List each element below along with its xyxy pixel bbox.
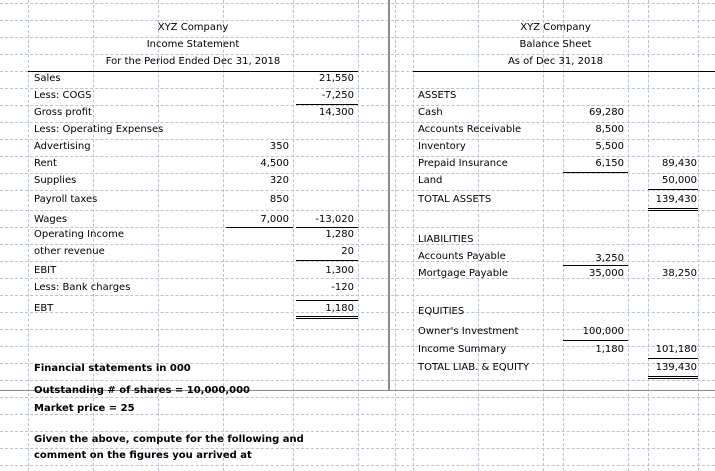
cogs-total: -7,250 — [321, 90, 354, 101]
ebt-total: 1,180 — [325, 303, 354, 314]
balance-sheet-date: As of Dec 31, 2018 — [507, 56, 604, 67]
opex-total: -13,020 — [315, 214, 354, 225]
instruction-line-1: Given the above, compute for the following and — [34, 434, 304, 445]
total-assets-double-underline — [648, 208, 698, 209]
sales-label: Sales — [34, 73, 61, 84]
inventory-value: 5,500 — [595, 141, 624, 152]
instruction-line-2: comment on the figures you arrived at — [34, 450, 252, 461]
bank-charges-label: Less: Bank charges — [34, 282, 131, 293]
rent-amount: 4,500 — [260, 158, 289, 169]
land-total: 50,000 — [662, 175, 697, 186]
liabilities-total: 38,250 — [662, 268, 697, 279]
outstanding-shares-note: Outstanding # of shares = 10,000,000 — [34, 385, 250, 396]
income-statement-period: For the Period Ended Dec 31, 2018 — [105, 56, 281, 67]
total-assets-value: 139,430 — [655, 194, 697, 205]
gridline — [358, 0, 359, 471]
wages-amount: 7,000 — [260, 214, 289, 225]
ebt-double-underline — [296, 318, 358, 319]
total-liab-equity-double-underline — [648, 378, 698, 379]
advertising-label: Advertising — [34, 141, 91, 152]
bank-charges-total: -120 — [331, 282, 354, 293]
owners-investment-label: Owner's Investment — [418, 326, 519, 337]
header-underline — [413, 71, 715, 72]
wages-label: Wages — [34, 214, 68, 225]
total-liab-equity-value: 139,430 — [655, 362, 697, 373]
equity-underline — [648, 358, 698, 359]
owners-investment-value: 100,000 — [582, 326, 624, 337]
balance-sheet-company: XYZ Company — [520, 22, 591, 33]
accounts-payable-value: 3,250 — [595, 253, 624, 264]
cogs-label: Less: COGS — [34, 90, 92, 101]
assets-header: ASSETS — [418, 90, 457, 101]
bank-charges-underline — [296, 300, 358, 301]
cogs-underline — [296, 104, 358, 105]
income-summary-value: 1,180 — [595, 344, 624, 355]
accounts-receivable-label: Accounts Receivable — [418, 124, 522, 135]
total-liab-equity-double-underline — [648, 376, 698, 377]
gross-profit-total: 14,300 — [319, 107, 354, 118]
gross-profit-label: Gross profit — [34, 107, 92, 118]
payroll-taxes-amount: 850 — [269, 194, 289, 205]
advertising-amount: 350 — [269, 141, 289, 152]
opex-header-label: Less: Operating Expenses — [34, 124, 164, 135]
operating-income-label: Operating Income — [34, 229, 124, 240]
prepaid-insurance-label: Prepaid Insurance — [418, 158, 508, 169]
total-assets-double-underline — [648, 210, 698, 211]
operating-income-total: 1,280 — [325, 229, 354, 240]
liabilities-header: LIABILITIES — [418, 234, 474, 245]
ebt-double-underline — [296, 316, 358, 317]
accounts-payable-label: Accounts Payable — [418, 251, 506, 262]
income-statement-title: Income Statement — [146, 39, 240, 50]
supplies-label: Supplies — [34, 175, 77, 186]
current-assets-underline — [563, 172, 628, 173]
owners-investment-underline — [563, 340, 628, 341]
land-label: Land — [418, 175, 443, 186]
cash-label: Cash — [418, 107, 443, 118]
supplies-amount: 320 — [269, 175, 289, 186]
ebit-total: 1,300 — [325, 265, 354, 276]
other-revenue-total: 20 — [341, 246, 354, 257]
mortgage-payable-label: Mortgage Payable — [418, 268, 508, 279]
inventory-label: Inventory — [418, 141, 466, 152]
gridline — [395, 0, 396, 471]
wages-underline — [226, 227, 293, 228]
ebit-label: EBIT — [34, 265, 57, 276]
balance-sheet-title: Balance Sheet — [519, 39, 592, 50]
accounts-payable-underline — [563, 265, 628, 266]
other-revenue-underline — [296, 260, 358, 261]
payroll-taxes-label: Payroll taxes — [34, 194, 98, 205]
rent-label: Rent — [34, 158, 57, 169]
other-revenue-label: other revenue — [34, 246, 105, 257]
market-price-note: Market price = 25 — [34, 403, 135, 414]
statement-separator — [388, 0, 390, 390]
income-summary-label: Income Summary — [418, 344, 507, 355]
equities-header: EQUITIES — [418, 306, 465, 317]
prepaid-insurance-value: 6,150 — [595, 158, 624, 169]
financial-statements-note: Financial statements in 000 — [34, 363, 191, 374]
accounts-receivable-value: 8,500 — [595, 124, 624, 135]
total-liab-equity-label: TOTAL LIAB. & EQUITY — [418, 362, 530, 373]
land-underline — [648, 189, 698, 190]
mortgage-payable-value: 35,000 — [589, 268, 624, 279]
sales-total: 21,550 — [319, 73, 354, 84]
cash-value: 69,280 — [589, 107, 624, 118]
income-statement-company: XYZ Company — [157, 22, 229, 33]
ebt-label: EBT — [34, 303, 54, 314]
total-assets-label: TOTAL ASSETS — [418, 194, 492, 205]
current-assets-total: 89,430 — [662, 158, 697, 169]
equity-total: 101,180 — [655, 344, 697, 355]
